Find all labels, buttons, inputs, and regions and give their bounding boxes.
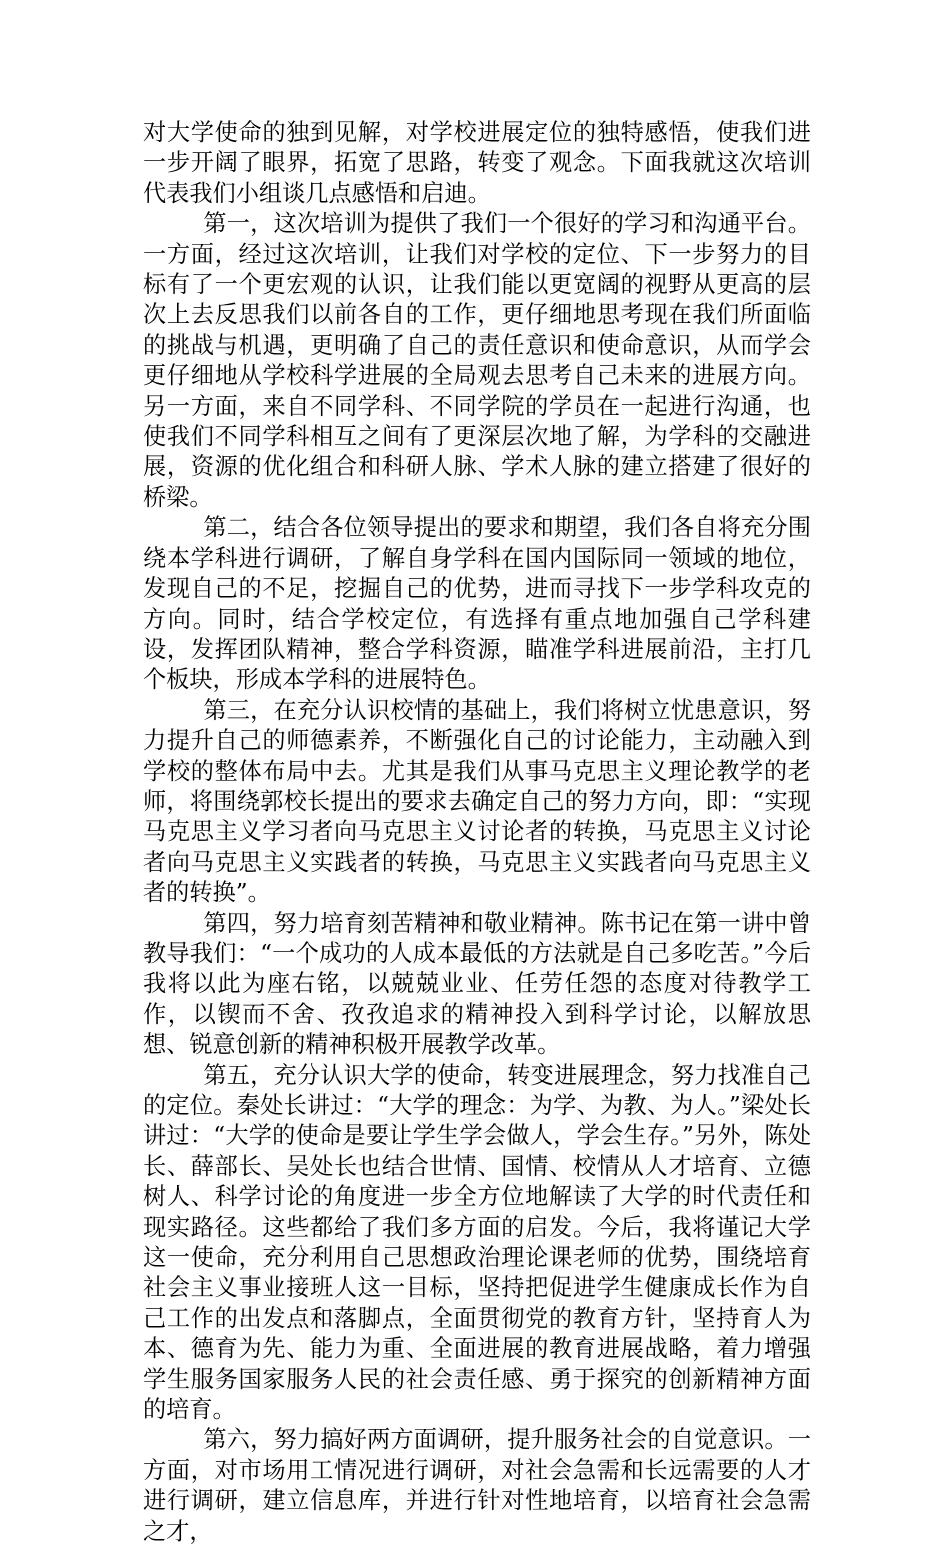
paragraph-3: 第二，结合各位领导提出的要求和期望，我们各自将充分围绕本学科进行调研，了解自身学科在国内国际同一领域的地位，发现自己的不足，挖掘自己的优势，进而寻找下一步学科攻克的方向。同时，结合学校定位，有选择有重点地加强自己学科建设，发挥团队精神，整合学科资源，瞄准学科进展前沿，主打几个板块，形成本学科的进展特色。 [143,514,811,694]
paragraph-2: 第一，这次培训为提供了我们一个很好的学习和沟通平台。一方面，经过这次培训，让我们对学校的定位、下一步努力的目标有了一个更宏观的认识，让我们能以更宽阔的视野从更高的层次上去反思我们以前各自的工作，更仔细地思考现在我们所面临的挑战与机遇，更明确了自己的责任意识和使命意识，从而学会更仔细地从学校科学进展的全局观去思考自己未来的进展方向。另一方面，来自不同学科、不同学院的学员在一起进行沟通，也使我们不同学科相互之间有了更深层次地了解，为学科的交融进展，资源的优化组合和科研人脉、学术人脉的建立搭建了很好的桥梁。 [143,210,811,511]
paragraph-6: 第五，充分认识大学的使命，转变进展理念，努力找准自己的定位。秦处长讲过：“大学的理念：为学、为教、为人。”梁处长讲过：“大学的使命是要让学生学会做人，学会生存。”另外，陈处长、薛部长、吴处长也结合世情、国情、校情从人才培育、立德树人、科学讨论的角度进一步全方位地解读了大学的时代责任和现实路径。这些都给了我们多方面的启发。今后，我将谨记大学这一使命，充分利用自己思想政治理论课老师的优势，围绕培育社会主义事业接班人这一目标，坚持把促进学生健康成长作为自己工作的出发点和落脚点，全面贯彻党的教育方针，坚持育人为本、德育为先、能力为重、全面进展的教育进展战略，着力增强学生服务国家服务人民的社会责任感、勇于探究的创新精神方面的培育。 [143,1061,811,1424]
paragraph-5: 第四，努力培育刻苦精神和敬业精神。陈书记在第一讲中曾教导我们：“一个成功的人成本最低的方法就是自己多吃苦。”今后我将以此为座右铭，以兢兢业业、任劳任怨的态度对待教学工作，以锲而不舍、孜孜追求的精神投入到科学讨论，以解放思想、锐意创新的精神积极开展教学改革。 [143,909,811,1059]
paragraph-7: 第六，努力搞好两方面调研，提升服务社会的自觉意识。一方面，对市场用工情况进行调研，对社会急需和长远需要的人才进行调研，建立信息库，并进行针对性地培育，以培育社会急需之才， [143,1426,811,1545]
document-page [143,118,811,1547]
paragraph-1: 对大学使命的独到见解，对学校进展定位的独特感悟，使我们进一步开阔了眼界，拓宽了思路，转变了观念。下面我就这次培训代表我们小组谈几点感悟和启迪。 [143,119,811,207]
paragraph-4: 第三，在充分认识校情的基础上，我们将树立忧患意识，努力提升自己的师德素养，不断强化自己的讨论能力，主动融入到学校的整体布局中去。尤其是我们从事马克思主义理论教学的老师，将围绕郭校长提出的要求去确定自己的努力方向，即：“实现马克思主义学习者向马克思主义讨论者的转换，马克思主义讨论者向马克思主义实践者的转换，马克思主义实践者向马克思主义者的转换”。 [143,696,811,907]
